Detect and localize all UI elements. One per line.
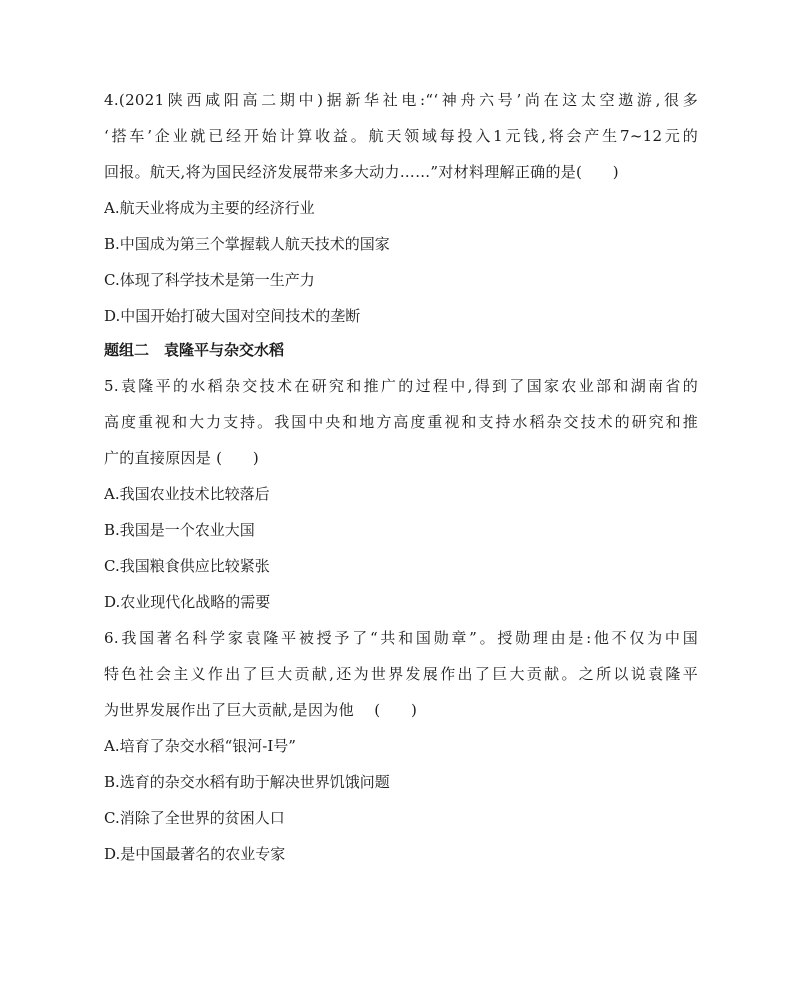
question-4-option-c: C.体现了科学技术是第一生产力 bbox=[104, 271, 315, 289]
question-6-stem-line-2: 特色社会主义作出了巨大贡献,还为世界发展作出了巨大贡献。之所以说袁隆平 bbox=[104, 665, 698, 683]
question-6-stem-line-3: 为世界发展作出了巨大贡献,是因为他 ( ) bbox=[104, 701, 418, 719]
question-4-option-b: B.中国成为第三个掌握载人航天技术的国家 bbox=[104, 235, 390, 253]
question-5-stem-line-1: 5.袁隆平的水稻杂交技术在研究和推广的过程中,得到了国家农业部和湖南省的 bbox=[104, 377, 698, 395]
question-4-option-d: D.中国开始打破大国对空间技术的垄断 bbox=[104, 307, 361, 325]
question-5-option-b: B.我国是一个农业大国 bbox=[104, 521, 255, 539]
question-5-option-d: D.农业现代化战略的需要 bbox=[104, 593, 271, 611]
section-2-heading: 题组二 袁隆平与杂交水稻 bbox=[104, 341, 285, 359]
question-5-option-a: A.我国农业技术比较落后 bbox=[104, 485, 270, 503]
question-4-option-a: A.航天业将成为主要的经济行业 bbox=[104, 199, 315, 217]
question-4-stem-line-1: 4.(2021陕西咸阳高二期中)据新华社电:“‘神舟六号’尚在这太空遨游,很多 bbox=[104, 91, 698, 109]
question-6 bbox=[104, 626, 698, 866]
question-4-stem-line-3: 回报。航天,将为国民经济发展带来多大动力……”对材料理解正确的是( ) bbox=[104, 163, 619, 181]
question-4-stem-line-2: ‘搭车’企业就已经开始计算收益。航天领域每投入1元钱,将会产生7~12元的 bbox=[104, 127, 698, 145]
question-6-option-d: D.是中国最著名的农业专家 bbox=[104, 845, 286, 863]
exam-page bbox=[104, 88, 698, 866]
question-5 bbox=[104, 374, 698, 614]
question-5-stem-line-2: 高度重视和大力支持。我国中央和地方高度重视和支持水稻杂交技术的研究和推 bbox=[104, 413, 698, 431]
question-5-option-c: C.我国粮食供应比较紧张 bbox=[104, 557, 270, 575]
question-6-option-c: C.消除了全世界的贫困人口 bbox=[104, 809, 285, 827]
question-5-stem-line-3: 广的直接原因是 ( ) bbox=[104, 449, 260, 467]
question-6-option-a: A.培育了杂交水稻“银河-Ⅰ号” bbox=[104, 737, 296, 755]
question-6-stem-line-1: 6.我国著名科学家袁隆平被授予了“共和国勋章”。授勋理由是:他不仅为中国 bbox=[104, 629, 698, 647]
question-4 bbox=[104, 88, 698, 328]
question-6-option-b: B.选育的杂交水稻有助于解决世界饥饿问题 bbox=[104, 773, 390, 791]
